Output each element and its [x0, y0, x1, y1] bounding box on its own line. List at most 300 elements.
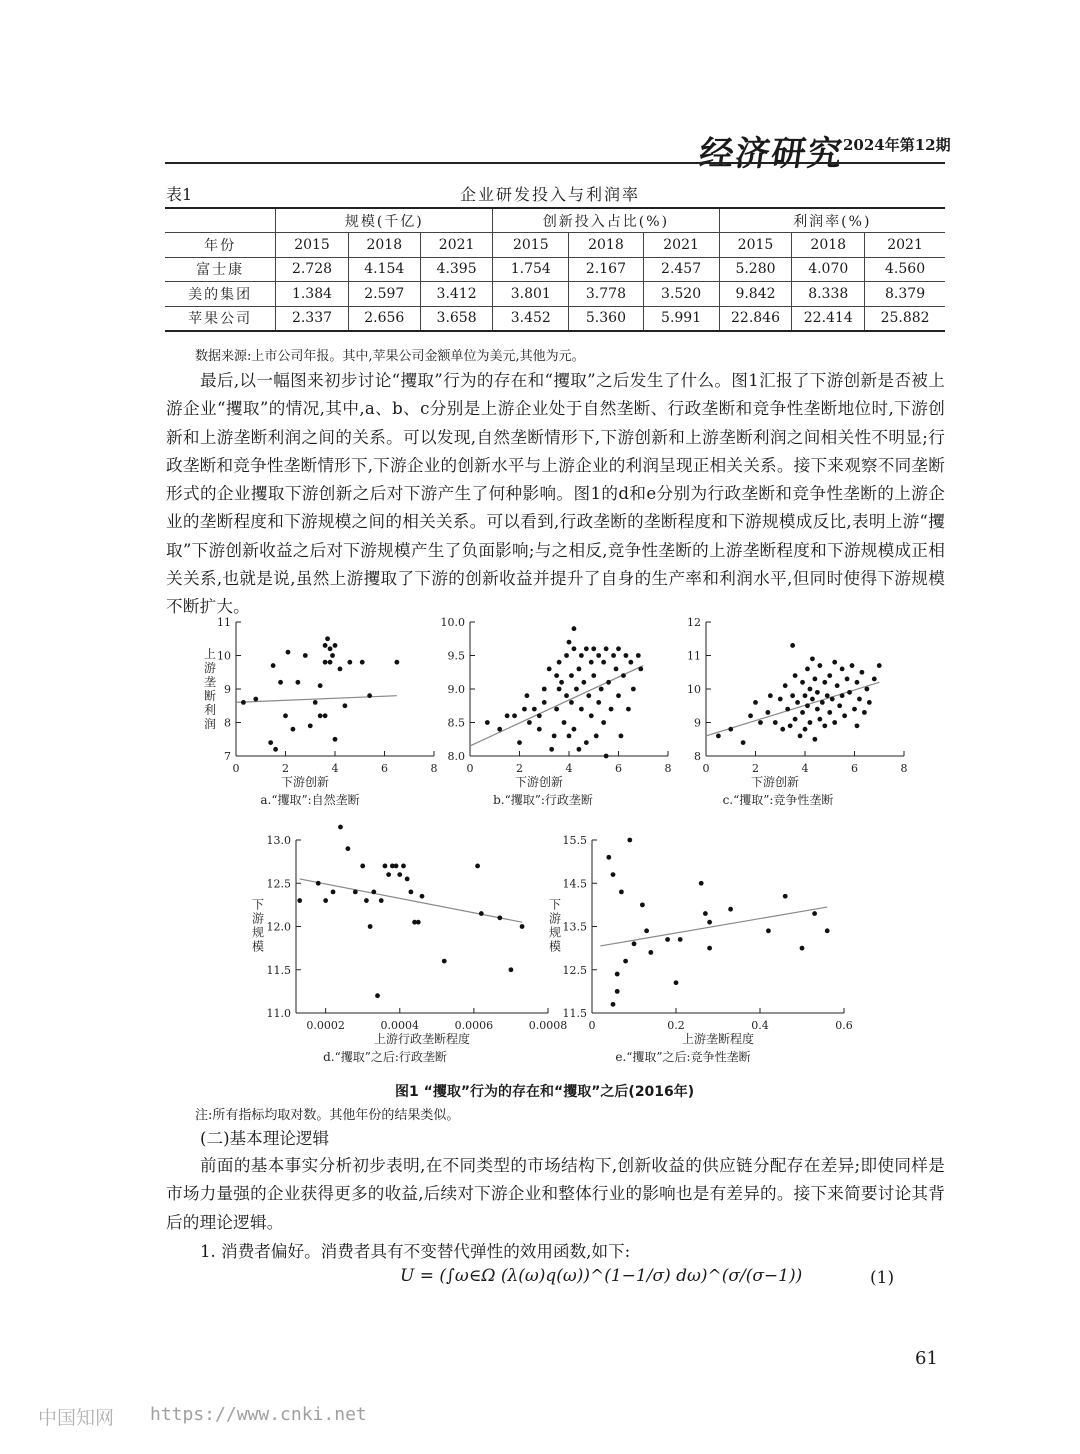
data-point: [323, 713, 328, 718]
data-point: [579, 653, 584, 658]
data-point: [569, 700, 574, 705]
data-point: [803, 693, 808, 698]
data-point: [278, 680, 283, 685]
fit-line: [300, 879, 522, 922]
panel-title: a.“攫取”:自然垄断: [260, 793, 360, 807]
x-tick-label: 2: [282, 762, 289, 775]
data-point: [703, 911, 708, 916]
y-tick-label: 11.5: [562, 1007, 587, 1020]
table-cell: 8.338: [792, 282, 865, 306]
data-point: [525, 693, 530, 698]
y-axis-label-char: 垄: [203, 675, 217, 689]
data-point: [589, 713, 594, 718]
data-point: [367, 693, 372, 698]
data-point: [542, 700, 547, 705]
data-point: [328, 646, 333, 651]
body-paragraph: 最后,以一幅图来初步讨论“攫取”行为的存在和“攫取”之后发生了什么。图1汇报了下游创新是否被上游企业“攫取”的情况,其中,a、b、c分别是上游企业处于自然垄断、行政垄断和竞争性垄断地位时,下游创新和上游垄断利润之间的关系。可以发现,自然垄断情形下,下游创新和上游垄断利润之间相关性不明显;行政垄断和竞争性垄断情形下,下游企业的创新水平与上游企业的利润呈现正相关关系。接下来观察不同垄断形式的企业攫取下游创新之后对下游产生了何种影响。图1的d和e分别为行政垄断和竞争性垄断的上游企业的垄断程度和下游规模之间的相关关系。可以看到,行政垄断的垄断程度和下游规模成反比,表明上游“攫取”下游创新收益之后对下游规模产生了负面影响;与之相反,竞争性垄断的上游垄断程度和下游规模成正相关关系,也就是说,虽然上游攫取了下游的创新收益并提升了自身的生产率和利润水平,但同时使得下游规模不断扩大。: [166, 371, 945, 617]
data-point: [830, 697, 835, 702]
data-point: [313, 700, 318, 705]
y-tick-label: 12.0: [266, 920, 291, 934]
data-point: [316, 881, 321, 886]
data-point: [330, 653, 335, 658]
data-point: [584, 646, 589, 651]
x-tick-label: 8: [664, 762, 672, 775]
y-tick-label: 12: [687, 616, 701, 629]
data-point: [572, 626, 577, 631]
x-tick-label: 4: [565, 762, 573, 775]
data-point: [832, 720, 837, 725]
data-point: [640, 902, 645, 907]
data-point: [599, 687, 604, 692]
y-tick-label: 14.5: [562, 877, 587, 891]
data-point: [803, 727, 808, 732]
data-point: [631, 687, 636, 692]
data-point: [611, 1002, 616, 1007]
y-tick-label: 8.5: [447, 716, 465, 730]
data-point: [596, 700, 601, 705]
data-point: [623, 959, 628, 964]
table-cell: 22.414: [792, 306, 865, 331]
data-point: [785, 707, 790, 712]
data-point: [241, 700, 246, 705]
data-point: [591, 673, 596, 678]
table-cell: 3.520: [643, 282, 719, 306]
x-tick-label: 0: [232, 762, 240, 775]
data-point: [674, 980, 679, 985]
data-point: [572, 727, 577, 732]
y-axis-label-char: 规: [251, 925, 265, 940]
data-point: [273, 747, 278, 752]
table-cell: 9.842: [719, 282, 792, 306]
data-point: [817, 663, 822, 668]
data-point: [345, 846, 350, 851]
data-point: [790, 693, 795, 698]
table-row-name: 美的集团: [165, 282, 276, 306]
table-cell: 3.412: [420, 282, 492, 306]
data-point: [559, 680, 564, 685]
data-point: [564, 693, 569, 698]
table-cell: 22.846: [719, 306, 792, 331]
table-cell: 2.337: [276, 306, 348, 331]
data-point: [527, 720, 532, 725]
data-point: [594, 734, 599, 739]
data-point: [562, 720, 567, 725]
table-cell: 4.070: [792, 257, 865, 281]
table-year-cell: 2021: [865, 233, 945, 257]
table-year-cell: 2018: [792, 233, 865, 257]
data-point: [741, 740, 746, 745]
data-point: [800, 946, 805, 951]
data-point: [624, 653, 629, 658]
data-point: [609, 707, 614, 712]
panel-title: c.“攫取”:竞争性垄断: [722, 793, 834, 807]
data-point: [665, 937, 670, 942]
data-point: [485, 720, 490, 725]
data-point: [497, 915, 502, 920]
data-point: [291, 727, 296, 732]
data-point: [509, 967, 514, 972]
data-point: [371, 890, 376, 895]
y-tick-label: 9.0: [447, 683, 465, 696]
x-tick-label: 4: [801, 762, 809, 775]
equation: U = (∫ω∈Ω (λ(ω)q(ω))^(1−1/σ) dω)^(σ/(σ−1)): [400, 1266, 803, 1286]
data-point: [554, 707, 559, 712]
table-cell: 1.384: [276, 282, 348, 306]
data-point: [616, 646, 621, 651]
data-point: [825, 928, 830, 933]
watermark-url: https://www.cnki.net: [150, 1404, 367, 1425]
data-point: [847, 690, 852, 695]
data-point: [813, 737, 818, 742]
data-point: [383, 864, 388, 869]
data-point: [604, 754, 609, 759]
data-point: [867, 700, 872, 705]
data-point: [626, 707, 631, 712]
journal-issue: 2024年第12期: [843, 136, 951, 154]
table-year-cell: 2015: [719, 233, 792, 257]
data-point: [569, 673, 574, 678]
data-point: [323, 898, 328, 903]
y-tick-label: 9.5: [447, 649, 465, 663]
data-point: [827, 710, 832, 715]
data-point: [333, 737, 338, 742]
data-point: [857, 697, 862, 702]
table-row-name: 苹果公司: [165, 306, 276, 331]
data-point: [328, 660, 333, 665]
data-point: [632, 941, 637, 946]
data-point: [614, 667, 619, 672]
data-point: [619, 890, 624, 895]
data-point: [520, 924, 525, 929]
y-tick-label: 11.5: [266, 963, 291, 977]
data-point: [318, 683, 323, 688]
y-axis-label-char: 下: [548, 897, 562, 912]
data-point: [537, 727, 542, 732]
x-tick-label: 8: [900, 762, 908, 775]
data-point: [420, 894, 425, 899]
x-axis-label: 上游行政垄断程度: [373, 1032, 471, 1046]
data-point: [753, 700, 758, 705]
data-point: [333, 643, 338, 648]
data-point: [852, 707, 857, 712]
data-point: [835, 683, 840, 688]
data-point: [616, 693, 621, 698]
x-tick-label: 0.0006: [454, 1019, 494, 1032]
data-point: [808, 720, 813, 725]
y-axis-label-char: 下: [251, 897, 265, 912]
data-point: [716, 734, 721, 739]
data-point: [338, 667, 343, 672]
table-row-name: 富士康: [165, 257, 276, 281]
table-cell: 4.395: [420, 257, 492, 281]
data-point: [479, 911, 484, 916]
data-point: [840, 693, 845, 698]
data-point: [308, 723, 313, 728]
data-point: [822, 680, 827, 685]
data-point: [360, 660, 365, 665]
data-point: [295, 680, 300, 685]
data-point: [678, 937, 683, 942]
data-point: [552, 734, 557, 739]
data-point: [615, 972, 620, 977]
y-axis-label-char: 利: [203, 703, 217, 717]
panel-title: d.“攫取”之后:行政垄断: [323, 1050, 447, 1064]
y-tick-label: 8: [694, 750, 701, 763]
table-cell: 2.457: [643, 257, 719, 281]
data-point: [793, 673, 798, 678]
data-point: [564, 653, 569, 658]
data-point: [820, 700, 825, 705]
table-cell: 2.728: [276, 257, 348, 281]
table-year-cell: 2021: [643, 233, 719, 257]
data-point: [577, 667, 582, 672]
data-point: [619, 734, 624, 739]
data-point: [815, 690, 820, 695]
data-point: [589, 660, 594, 665]
x-tick-label: 6: [615, 762, 622, 775]
table-cell: 25.882: [865, 306, 945, 331]
data-point: [855, 680, 860, 685]
table-cell: 3.658: [420, 306, 492, 331]
data-point: [405, 877, 410, 882]
data-point: [286, 650, 291, 655]
data-point: [323, 643, 328, 648]
data-point: [758, 720, 763, 725]
y-axis-label-char: 游: [251, 911, 265, 926]
data-point: [331, 890, 336, 895]
data-point: [271, 663, 276, 668]
y-tick-label: 12.5: [562, 963, 587, 977]
body-paragraph: 前面的基本事实分析初步表明,在不同类型的市场结构下,创新收益的供应链分配存在差异;即使同样是市场力量强的企业获得更多的收益,后续对下游企业和整体行业的影响也是有差异的。接下来简要讨论其背后的理论逻辑。: [166, 1156, 945, 1232]
data-point: [638, 667, 643, 672]
table-group-header: 规模(千亿): [276, 208, 493, 233]
data-point: [827, 673, 832, 678]
data-point: [795, 700, 800, 705]
data-point: [627, 838, 632, 843]
table-year-cell: 2018: [348, 233, 420, 257]
table-year-cell: 2018: [569, 233, 643, 257]
data-point: [793, 717, 798, 722]
data-point: [253, 697, 258, 702]
data-point: [728, 907, 733, 912]
data-point: [579, 707, 584, 712]
equation-number: (1): [870, 1268, 895, 1288]
data-point: [408, 890, 413, 895]
data-point: [840, 667, 845, 672]
x-tick-label: 0.2: [667, 1019, 685, 1032]
data-point: [800, 680, 805, 685]
data-point: [606, 855, 611, 860]
data-point: [707, 946, 712, 951]
y-axis-label-char: 规: [548, 925, 562, 940]
data-point: [268, 740, 273, 745]
data-point: [728, 727, 733, 732]
data-point: [360, 864, 365, 869]
data-point: [567, 734, 572, 739]
data-point: [401, 864, 406, 869]
data-point: [347, 660, 352, 665]
watermark-site: 中国知网: [38, 1407, 115, 1429]
y-tick-label: 11: [687, 649, 701, 663]
data-point: [591, 646, 596, 651]
list-item: 1. 消费者偏好。消费者具有不变替代弹性的效用函数,如下:: [200, 1242, 631, 1261]
data-point: [572, 646, 577, 651]
data-point: [611, 653, 616, 658]
fit-line: [600, 907, 827, 946]
table-cell: 1.754: [493, 257, 569, 281]
data-point: [783, 683, 788, 688]
y-tick-label: 8.0: [447, 750, 465, 763]
data-point: [837, 703, 842, 708]
table-cell: 5.280: [719, 257, 792, 281]
table-cell: 5.360: [569, 306, 643, 331]
table-source-note: 数据来源:上市公司年报。其中,苹果公司金额单位为美元,其他为元。: [195, 349, 585, 364]
table-group-header: 利润率(%): [719, 208, 945, 233]
data-point: [817, 717, 822, 722]
data-point: [601, 660, 606, 665]
table-cell: 2.656: [348, 306, 420, 331]
y-axis-label-char: 游: [203, 661, 217, 675]
data-point: [416, 920, 421, 925]
y-tick-label: 10: [217, 649, 231, 663]
data-point: [574, 687, 579, 692]
data-point: [800, 710, 805, 715]
data-point: [584, 740, 589, 745]
data-point: [604, 646, 609, 651]
table-cell: 8.379: [865, 282, 945, 306]
y-tick-label: 15.5: [562, 834, 587, 847]
x-tick-label: 0: [466, 762, 474, 775]
x-axis-label: 下游创新: [514, 775, 564, 789]
data-point: [832, 660, 837, 665]
data-point: [765, 710, 770, 715]
table-label: 表1: [166, 185, 193, 204]
y-tick-label: 9: [224, 683, 231, 696]
x-tick-label: 0.6: [835, 1019, 853, 1032]
data-point: [783, 894, 788, 899]
x-tick-label: 4: [331, 762, 339, 775]
table-cell: 5.991: [643, 306, 719, 331]
table-cell: 4.560: [865, 257, 945, 281]
data-point: [343, 703, 348, 708]
x-tick-label: 2: [516, 762, 523, 775]
data-point: [542, 687, 547, 692]
data-point: [586, 693, 591, 698]
y-axis-label-char: 断: [203, 689, 217, 703]
data-point: [842, 713, 847, 718]
figure-caption: 图1 “攫取”行为的存在和“攫取”之后(2016年): [395, 1084, 695, 1100]
data-point: [798, 734, 803, 739]
data-point: [601, 720, 606, 725]
data-point: [512, 713, 517, 718]
table-cell: 3.801: [493, 282, 569, 306]
y-tick-label: 11: [217, 616, 231, 629]
data-point: [621, 673, 626, 678]
data-point: [325, 636, 330, 641]
data-point: [822, 723, 827, 728]
x-tick-label: 0.0004: [380, 1019, 420, 1032]
data-point: [850, 663, 855, 668]
x-axis-label: 下游创新: [750, 775, 800, 789]
y-axis-label-char: 上: [203, 647, 217, 661]
data-point: [567, 640, 572, 645]
y-axis-label-char: 润: [203, 717, 217, 731]
table-year-cell: 2015: [493, 233, 569, 257]
data-point: [812, 911, 817, 916]
data-point: [581, 680, 586, 685]
x-tick-label: 8: [430, 762, 438, 775]
data-point: [790, 643, 795, 648]
data-point: [557, 687, 562, 692]
data-point: [648, 950, 653, 955]
data-point: [364, 898, 369, 903]
table-cell: 3.778: [569, 282, 643, 306]
data-point: [815, 707, 820, 712]
data-point: [303, 653, 308, 658]
table-cell: 4.154: [348, 257, 420, 281]
x-axis-label: 下游创新: [280, 775, 330, 789]
data-point: [368, 924, 373, 929]
data-point: [318, 713, 323, 718]
data-point: [877, 663, 882, 668]
data-point: [547, 667, 552, 672]
journal-logo: 经济研究: [696, 134, 847, 174]
data-point: [778, 697, 783, 702]
data-point: [375, 993, 380, 998]
data-point: [537, 713, 542, 718]
data-point: [283, 713, 288, 718]
data-point: [532, 707, 537, 712]
data-point: [644, 928, 649, 933]
x-tick-label: 2: [752, 762, 759, 775]
data-point: [780, 727, 785, 732]
data-point: [611, 872, 616, 877]
data-point: [810, 697, 815, 702]
data-point: [773, 720, 778, 725]
table-cell: 2.167: [569, 257, 643, 281]
data-point: [442, 959, 447, 964]
y-tick-label: 13.0: [266, 834, 291, 847]
data-point: [522, 707, 527, 712]
data-point: [549, 747, 554, 752]
data-point: [554, 673, 559, 678]
data-point: [557, 660, 562, 665]
data-point: [810, 656, 815, 661]
table-year-header: 年份: [165, 233, 276, 257]
data-point: [297, 898, 302, 903]
x-axis-label: 上游垄断程度: [681, 1032, 755, 1046]
data-point: [628, 660, 633, 665]
x-tick-label: 6: [851, 762, 858, 775]
data-point: [788, 723, 793, 728]
data-point: [606, 680, 611, 685]
data-point: [338, 825, 343, 830]
data-point: [813, 677, 818, 682]
panel-title: b.“攫取”:行政垄断: [493, 793, 593, 807]
table-year-cell: 2015: [276, 233, 348, 257]
table-group-header: 创新投入占比(%): [493, 208, 719, 233]
data-point: [497, 727, 502, 732]
data-point: [768, 693, 773, 698]
data-point: [386, 872, 391, 877]
data-point: [766, 928, 771, 933]
y-tick-label: 10.0: [440, 616, 465, 629]
data-point: [353, 890, 358, 895]
y-axis-label-char: 模: [251, 939, 265, 954]
data-point: [636, 653, 641, 658]
table-year-cell: 2021: [420, 233, 492, 257]
data-point: [394, 660, 399, 665]
